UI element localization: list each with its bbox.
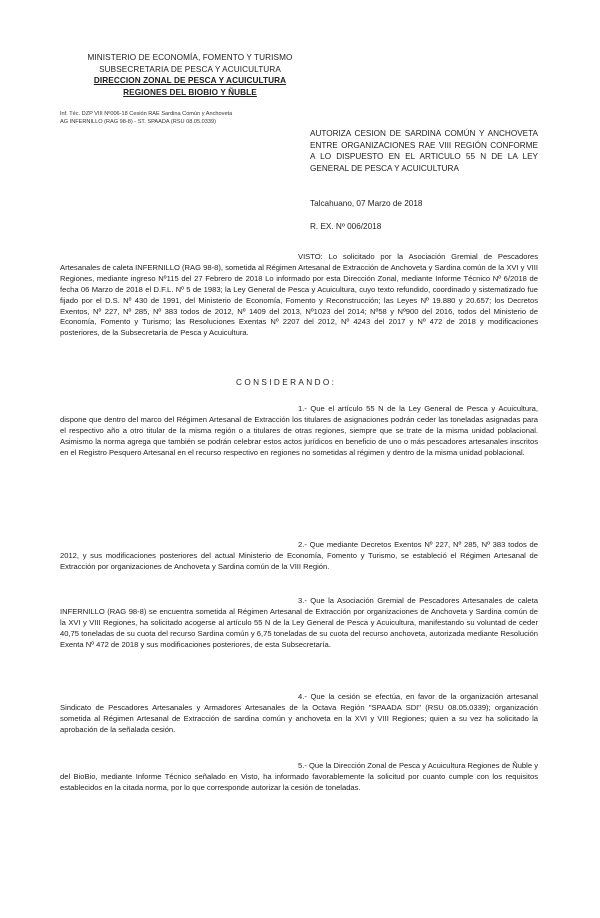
considerando-2-text: 2.- Que mediante Decretos Exentos Nº 227, Nº 285, Nº 383 todos de 2012, y sus modificaciones posteriores del actual Ministerio de Economía, Fomento y Turismo, se estableció el Régimen Artesanal de Extracción por organizaciones de Anchoveta y Sardina común de la VIII Región. (60, 540, 538, 571)
considerando-4 (60, 692, 538, 736)
considerando-5-text: 5.- Que la Dirección Zonal de Pesca y Acuicultura Regiones de Ñuble y del BioBio, mediante Informe Técnico señalado en Visto, ha informado favorablemente la solicitud por cuanto cumple con los requisitos establecidos en la citada norma, por lo que corresponde autorizar la cesión de toneladas. (60, 761, 538, 792)
visto-section (60, 252, 538, 339)
considerando-3-text: 3.- Que la Asociación Gremial de Pescadores Artesanales de caleta INFERNILLO (RAG 98-8) se encuentra sometida al Régimen Artesanal de Extracción por organizaciones de Anchoveta y Sardina común de la XVI y VIII Regiones, ha solicitado acogerse al artículo 55 N de la Ley General de Pesca y Acuicultura, manifestando su voluntad de ceder 40,75 toneladas de su cuota del recurso Sardina común y 6,75 toneladas de su cuota del recurso anchoveta, autorizada mediante Resolución Exenta Nº 472 de 2018 y sus modificaciones posteriores, de esta Subsecretaría. (60, 596, 538, 649)
considerando-4-text: 4.- Que la cesión se efectúa, en favor de la organización artesanal Sindicato de Pescadores Artesanales y Armadores Artesanales de la Octava Región "SPAADA SDI" (RSU 08.05.0339); organización sometida al Régimen Artesanal de Extracción de sardina común y anchoveta en la XVI y VIII Regiones; quien a su vez ha solicitado la aprobación de la señalada cesión. (60, 692, 538, 734)
undersecretariat-name: SUBSECRETARIA DE PESCA Y ACUICULTURA (99, 64, 281, 74)
subject-block: AUTORIZA CESION DE SARDINA COMÚN Y ANCHOVETA ENTRE ORGANIZACIONES RAE VIII REGIÓN CONFORME A LO DISPUESTO EN EL ARTICULO 55 N DE LA LEY GENERAL DE PESCA Y ACUICULTURA (310, 129, 538, 173)
considerando-3 (60, 596, 538, 651)
visto-paragraph: VISTO: Lo solicitado por la Asociación Gremial de Pescadores Artesanales de caleta INFERNILLO (RAG 98-8), sometida al Régimen Artesanal de Extracción de Anchoveta y Sardina común de la XVI y VIII Regiones, mediante ingreso Nº115 del 27 Febrero de 2018 Lo informado por esta Dirección Zonal, mediante Informe Técnico Nº 6/2018 de fecha 06 Marzo de 2018 el D.F.L. Nº 5 de 1983; la Ley General de Pesca y Acuicultura, cuyo texto refundido, coordinado y sistematizado fue fijado por el D.S. Nº 430 de 1991, del Ministerio de Economía, Fomento y Reconstrucción; las Leyes Nº 19.880 y 20.657; los Decretos Exentos, Nº 227, Nº 285, Nº 383 todos de 2012, Nº 1409 del 2013, Nº1023 del 2014; Nº58 y Nº900 del 2016, todos del Ministerio de Economía, Fomento y Turismo; las Resoluciones Exentas Nº 2207 del 2012, Nº 4243 del 2017 y Nº 472 de 2018 y modificaciones posteriores, de la Subsecretaría de Pesca y Acuicultura. (60, 252, 538, 338)
considerando-title: CONSIDERANDO: (236, 378, 337, 387)
document-date: Talcahuano, 07 Marzo de 2018 (310, 199, 423, 208)
reference-line-1: Inf. Téc. DZP VIII Nº006-18 Cesión RAE Sardina Común y Anchoveta (60, 111, 233, 117)
considerando-1-text: 1.- Que el artículo 55 N de la Ley General de Pesca y Acuicultura, dispone que dentro del marco del Régimen Artesanal de Extracción los titulares de asignaciones podrán ceder las toneladas asignadas para el respectivo año a otro titular de la misma región o a titulares de otras regiones, siempre que se trate de la misma unidad poblacional. Asimismo la norma agrega que también se podrán celebrar estos actos jurídicos en beneficio de uno o más pescadores artesanales inscritos en el Registro Pesquero Artesanal en el recurso respectivo en regiones no sometidas al régimen y dentro de la misma unidad poblacional. (60, 404, 538, 457)
letterhead (70, 52, 310, 98)
considerando-5 (60, 761, 538, 794)
regions-name: REGIONES DEL BIOBIO Y ÑUBLE (123, 87, 257, 97)
reference-block (60, 110, 320, 126)
reference-line-2: AG INFERNILLO (RAG 98-8) - ST. SPAADA (RSU 08.05.0339) (60, 119, 216, 125)
ministry-name: MINISTERIO DE ECONOMÍA, FOMENTO Y TURISMO (87, 53, 293, 62)
zonal-direction-name: DIRECCION ZONAL DE PESCA Y ACUICULTURA (93, 76, 287, 85)
considerando-2 (60, 540, 538, 573)
resolution-number: R. EX. Nº 006/2018 (310, 222, 382, 231)
considerando-1 (60, 404, 538, 459)
